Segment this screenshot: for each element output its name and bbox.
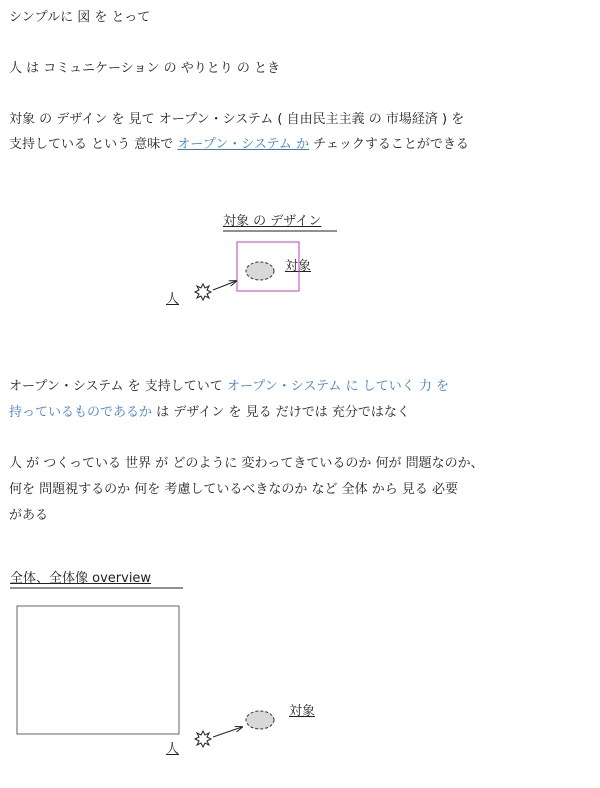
diagram1-object-label: 対象 [285,259,312,274]
object-ellipse [246,262,274,280]
text-segment: チェックすることができる [309,137,469,152]
diagram2-object-label: 対象 [289,704,316,719]
diagram1-title: 対象 の デザイン [223,214,322,229]
text-segment: 支持している という 意味で [9,137,178,152]
text-segment: は デザイン を 見る だけでは 充分ではなく [152,405,410,420]
highlight-text: 持っているものであるか [9,405,153,420]
text-segment: オープン・システム を 支持していて [9,379,227,394]
person-burst-icon [195,284,211,300]
communication-line: 人 は コミュニケーション の やりとり の とき [9,61,281,76]
object-ellipse [246,711,274,729]
open-system-link[interactable]: オープン・システム か [177,137,310,152]
diagram2-title: 全体、全体像 overview [10,571,152,586]
paragraph-object-design-line-1: 対象 の デザイン を 見て オープン・システム ( 自由民主主義 の 市場経済 ) を [9,112,465,127]
paragraph-world-line-2: 何を 問題視するのか 何を 考慮しているべきなのか など 全体 から 見る 必要 [9,482,459,497]
person-burst-icon [195,731,211,747]
arrow-icon [213,281,236,290]
diagram1-person-label: 人 [166,292,180,307]
paragraph-world-line-1: 人 が つくっている 世界 が どのように 変わってきているのか 何が 問題なのか、 [9,456,484,471]
highlight-text: オープン・システム に していく 力 を [226,379,449,394]
arrow-icon [213,727,242,737]
diagram2-person-label: 人 [166,742,180,757]
intro-line: シンプルに 図 を とって [9,10,151,25]
paragraph-world-line-3: がある [9,508,49,523]
overview-frame [17,606,179,734]
